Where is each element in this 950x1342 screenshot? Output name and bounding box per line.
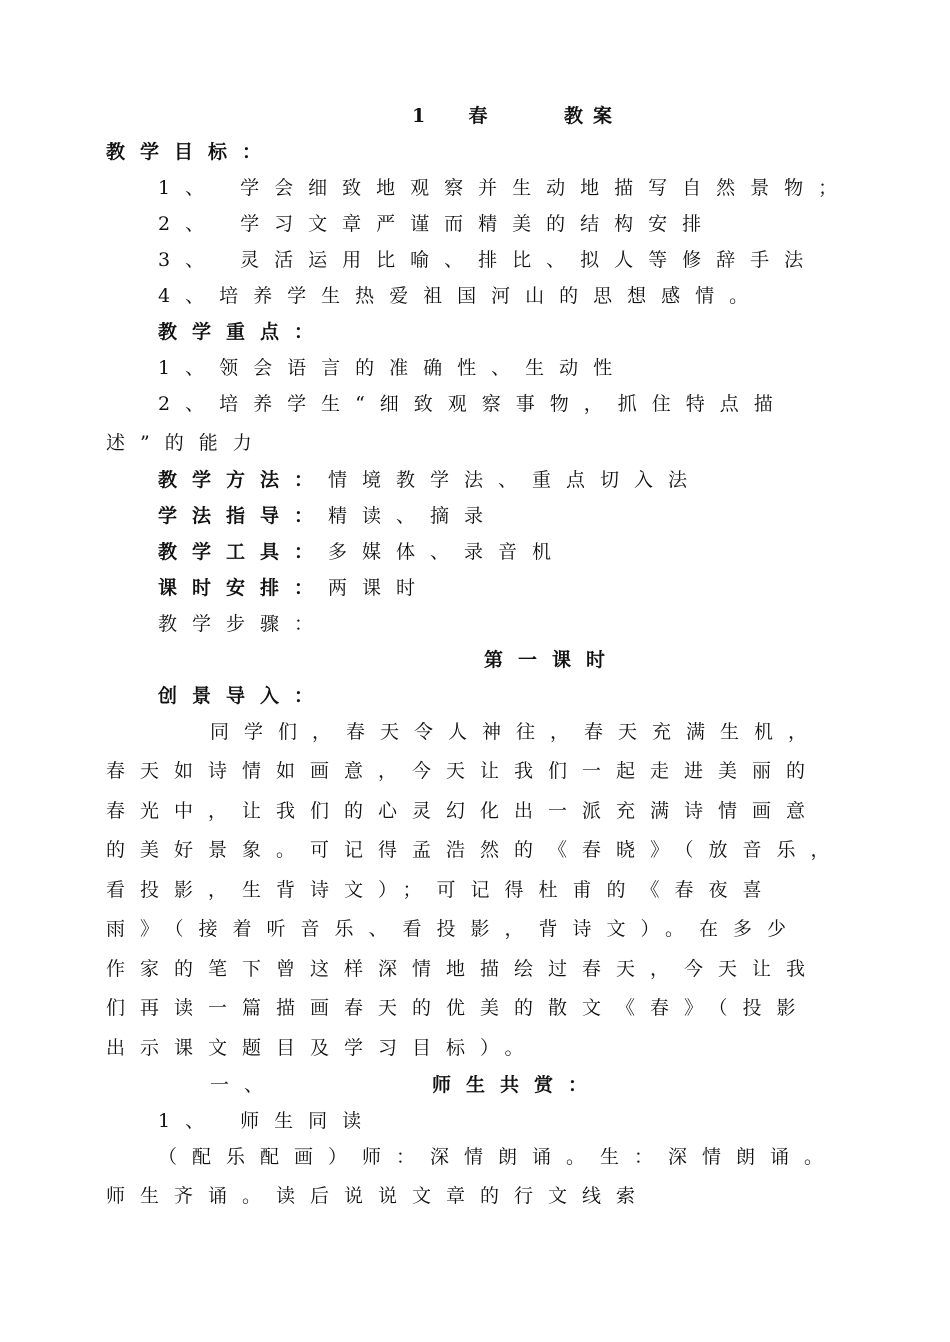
intro-line-9: 出示课文题目及学习目标）。: [106, 1037, 539, 1059]
intro-line-2: 春天如诗情如画意，今天让我们一起走进美丽的: [106, 760, 821, 782]
info-value: 精读、摘录: [328, 505, 499, 527]
section-1-number: 一、: [210, 1074, 279, 1096]
info-row-method: [158, 468, 702, 492]
intro-line-7: 作家的笔下曾这样深情地描绘过春天，今天让我: [106, 958, 821, 980]
sub-1-line-1: （配乐配画）师：深情朗诵。生：深情朗诵。: [158, 1146, 839, 1168]
title-word-plan: 教案: [563, 105, 622, 127]
info-label: 课时安排：: [158, 577, 329, 599]
intro-line-4: 的美好景象。可记得孟浩然的《春晓》（放音乐，: [106, 839, 845, 861]
intro-line-6: 雨》（接着听音乐、看投影，背诗文）。在多少: [106, 918, 802, 940]
objective-item-4: 4、培养学生热爱祖国河山的思想感情。: [158, 285, 764, 307]
lesson-heading: 第一课时: [484, 649, 621, 671]
objective-item-2: 2、 学习文章严谨而精美的结构安排: [158, 213, 717, 235]
intro-line-1: 同学们，春天令人神往，春天充满生机，: [210, 721, 823, 743]
document-title: [412, 104, 622, 128]
info-value: 两课时: [328, 577, 431, 599]
intro-line-8: 们再读一篇描画春天的优美的散文《春》（投影: [106, 997, 811, 1019]
objective-item-3: 3、 灵活运用比喻、排比、拟人等修辞手法: [158, 249, 819, 271]
objectives-heading: 教学目标：: [106, 141, 277, 163]
info-row-schedule: [158, 576, 430, 600]
key-point-item-1: 1、领会语言的准确性、生动性: [158, 357, 628, 379]
info-label: 学法指导：: [158, 505, 329, 527]
info-value: 多媒体、录音机: [328, 541, 567, 563]
title-word-spring: 春: [468, 105, 498, 127]
objective-item-1: 1、 学会细致地观察并生动地描写自然景物；: [158, 177, 853, 199]
intro-heading: 创景导入：: [158, 685, 329, 707]
info-value: 情境教学法、重点切入法: [328, 469, 703, 491]
key-point-item-2: 2、培养学生“细致观察事物，抓住特点描: [158, 393, 788, 415]
info-row-guidance: [158, 504, 498, 528]
key-point-item-2-cont: 述”的能力: [106, 432, 267, 454]
key-points-heading: 教学重点：: [158, 321, 329, 343]
steps-label: 教学步骤：: [158, 613, 329, 635]
info-label: 教学方法：: [158, 469, 329, 491]
intro-line-5: 看投影，生背诗文）；可记得杜甫的《春夜喜: [106, 879, 777, 901]
info-row-tools: [158, 540, 566, 564]
title-number: 1: [412, 105, 436, 127]
info-label: 教学工具：: [158, 541, 329, 563]
sub-1-line-2: 师生齐诵。读后说说文章的行文线索: [106, 1185, 651, 1207]
sub-1-label: 1、 师生同读: [158, 1110, 377, 1132]
intro-line-3: 春光中，让我们的心灵幻化出一派充满诗情画意: [106, 800, 821, 822]
section-1-heading: 师生共赏：: [432, 1074, 603, 1096]
